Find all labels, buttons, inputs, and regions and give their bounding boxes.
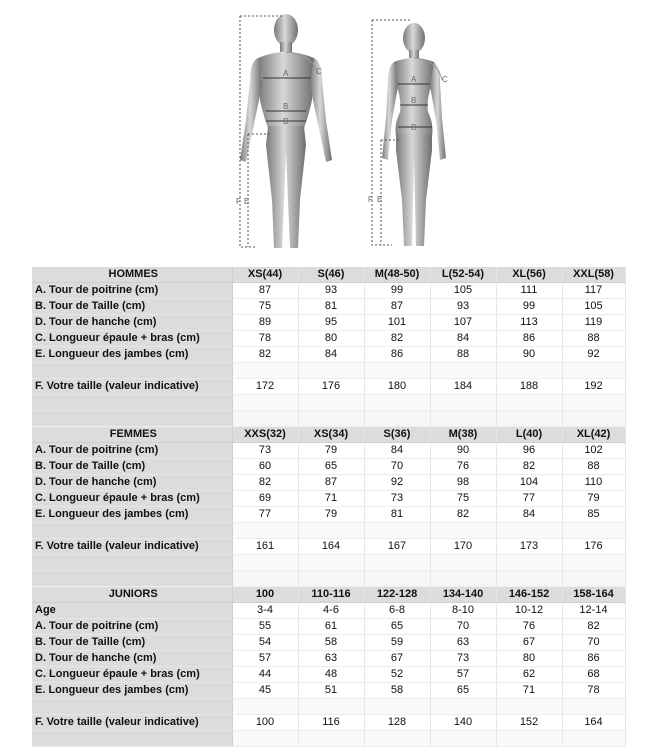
size-header: 146-152: [496, 587, 562, 603]
measure-value: 82: [496, 459, 562, 475]
height-value: 161: [232, 539, 298, 555]
measure-row-e-longueur-des-jambes-cm: [32, 347, 625, 363]
size-chart-table: [32, 267, 626, 747]
measure-value: 79: [298, 443, 364, 459]
size-header: M(38): [430, 427, 496, 443]
empty-label-cell: [32, 555, 232, 571]
measure-value: 6-8: [364, 603, 430, 619]
height-value: 152: [496, 715, 562, 731]
male-marker-b: B: [283, 102, 289, 111]
height-label: F. Votre taille (valeur indicative): [32, 539, 232, 555]
empty-value-cell: [298, 363, 364, 379]
size-header: XS(34): [298, 427, 364, 443]
measure-value: 60: [232, 459, 298, 475]
measure-row-e-longueur-des-jambes-cm: [32, 507, 625, 523]
measure-value: 113: [496, 315, 562, 331]
empty-value-cell: [430, 363, 496, 379]
measure-value: 82: [232, 347, 298, 363]
measure-value: 90: [430, 443, 496, 459]
height-value: 140: [430, 715, 496, 731]
empty-value-cell: [496, 395, 562, 411]
measure-value: 75: [232, 299, 298, 315]
measure-value: 86: [496, 331, 562, 347]
empty-value-cell: [496, 523, 562, 539]
measure-value: 67: [364, 651, 430, 667]
measure-value: 96: [496, 443, 562, 459]
measure-value: 81: [364, 507, 430, 523]
empty-label-cell: [32, 523, 232, 539]
empty-value-cell: [562, 395, 625, 411]
measure-row-d-tour-de-hanche-cm: [32, 651, 625, 667]
measure-row-c-longueur-epaule-bras-cm: [32, 667, 625, 683]
measure-value: 102: [562, 443, 625, 459]
measure-label: A. Tour de poitrine (cm): [32, 283, 232, 299]
male-marker-d: D: [283, 117, 289, 126]
section-gap-row: [32, 571, 625, 587]
size-header: 110-116: [298, 587, 364, 603]
empty-value-cell: [562, 523, 625, 539]
size-header: XL(42): [562, 427, 625, 443]
measure-value: 85: [562, 507, 625, 523]
spacer-row: [32, 731, 625, 747]
measure-label: Age: [32, 603, 232, 619]
measure-row-a-tour-de-poitrine-cm: [32, 619, 625, 635]
empty-value-cell: [562, 571, 625, 587]
size-header: 134-140: [430, 587, 496, 603]
size-header: L(52-54): [430, 267, 496, 283]
measure-value: 58: [298, 635, 364, 651]
measure-value: 4-6: [298, 603, 364, 619]
empty-value-cell: [496, 363, 562, 379]
measure-value: 48: [298, 667, 364, 683]
male-marker-e: E: [244, 197, 250, 206]
empty-label-cell: [32, 571, 232, 587]
height-value: 176: [562, 539, 625, 555]
height-value: 128: [364, 715, 430, 731]
measure-value: 3-4: [232, 603, 298, 619]
empty-value-cell: [364, 571, 430, 587]
height-value: 116: [298, 715, 364, 731]
empty-value-cell: [232, 571, 298, 587]
empty-value-cell: [496, 411, 562, 427]
size-header: XXL(58): [562, 267, 625, 283]
measure-value: 88: [562, 459, 625, 475]
empty-value-cell: [298, 571, 364, 587]
measure-value: 84: [430, 331, 496, 347]
measure-value: 79: [298, 507, 364, 523]
measure-value: 78: [232, 331, 298, 347]
section-title-juniors: JUNIORS: [32, 587, 232, 603]
measure-row-d-tour-de-hanche-cm: [32, 475, 625, 491]
empty-value-cell: [562, 411, 625, 427]
height-value: 180: [364, 379, 430, 395]
measure-value: 77: [496, 491, 562, 507]
measure-row-a-tour-de-poitrine-cm: [32, 443, 625, 459]
empty-value-cell: [562, 555, 625, 571]
measure-value: 78: [562, 683, 625, 699]
measure-value: 61: [298, 619, 364, 635]
measure-value: 55: [232, 619, 298, 635]
spacer-row: [32, 555, 625, 571]
measure-row-c-longueur-epaule-bras-cm: [32, 331, 625, 347]
empty-value-cell: [298, 523, 364, 539]
measure-value: 105: [562, 299, 625, 315]
measure-label: A. Tour de poitrine (cm): [32, 619, 232, 635]
measure-value: 84: [364, 443, 430, 459]
measure-value: 86: [562, 651, 625, 667]
male-figure: [236, 14, 332, 248]
measure-value: 76: [496, 619, 562, 635]
section-header-juniors: [32, 587, 625, 603]
measure-label: C. Longueur épaule + bras (cm): [32, 667, 232, 683]
measure-value: 87: [298, 475, 364, 491]
empty-value-cell: [430, 571, 496, 587]
size-header: XS(44): [232, 267, 298, 283]
measure-value: 58: [364, 683, 430, 699]
empty-value-cell: [430, 699, 496, 715]
female-marker-e: E: [377, 195, 383, 204]
section-title-femmes: FEMMES: [32, 427, 232, 443]
measure-value: 8-10: [430, 603, 496, 619]
measure-label: B. Tour de Taille (cm): [32, 299, 232, 315]
empty-value-cell: [232, 411, 298, 427]
measure-value: 82: [430, 507, 496, 523]
measure-value: 90: [496, 347, 562, 363]
measure-label: E. Longueur des jambes (cm): [32, 347, 232, 363]
measure-value: 99: [364, 283, 430, 299]
measure-label: A. Tour de poitrine (cm): [32, 443, 232, 459]
measure-value: 73: [232, 443, 298, 459]
male-marker-c: C: [316, 67, 322, 76]
measure-value: 101: [364, 315, 430, 331]
empty-value-cell: [562, 363, 625, 379]
measure-value: 12-14: [562, 603, 625, 619]
measure-value: 111: [496, 283, 562, 299]
measure-value: 57: [232, 651, 298, 667]
height-row-femmes: [32, 539, 625, 555]
size-header: M(48-50): [364, 267, 430, 283]
size-header: L(40): [496, 427, 562, 443]
empty-value-cell: [496, 699, 562, 715]
measure-label: E. Longueur des jambes (cm): [32, 683, 232, 699]
empty-label-cell: [32, 363, 232, 379]
empty-value-cell: [232, 555, 298, 571]
size-header: XL(56): [496, 267, 562, 283]
measure-value: 70: [562, 635, 625, 651]
female-figure: [368, 20, 448, 246]
height-value: 184: [430, 379, 496, 395]
empty-label-cell: [32, 411, 232, 427]
measure-label: B. Tour de Taille (cm): [32, 635, 232, 651]
empty-value-cell: [232, 523, 298, 539]
measure-value: 104: [496, 475, 562, 491]
section-title-hommes: HOMMES: [32, 267, 232, 283]
measure-value: 80: [496, 651, 562, 667]
male-marker-a: A: [283, 69, 289, 78]
size-header: 158-164: [562, 587, 625, 603]
height-value: 176: [298, 379, 364, 395]
height-row-juniors: [32, 715, 625, 731]
measure-value: 73: [430, 651, 496, 667]
measure-label: D. Tour de hanche (cm): [32, 315, 232, 331]
empty-value-cell: [364, 363, 430, 379]
spacer-row: [32, 395, 625, 411]
measure-value: 117: [562, 283, 625, 299]
measure-value: 68: [562, 667, 625, 683]
measure-value: 82: [232, 475, 298, 491]
measure-value: 89: [232, 315, 298, 331]
measure-label: C. Longueur épaule + bras (cm): [32, 491, 232, 507]
height-value: 164: [298, 539, 364, 555]
height-value: 170: [430, 539, 496, 555]
measure-row-e-longueur-des-jambes-cm: [32, 683, 625, 699]
section-header-femmes: [32, 427, 625, 443]
measure-value: 10-12: [496, 603, 562, 619]
height-label: F. Votre taille (valeur indicative): [32, 715, 232, 731]
measure-value: 75: [430, 491, 496, 507]
measure-row-c-longueur-epaule-bras-cm: [32, 491, 625, 507]
measure-value: 44: [232, 667, 298, 683]
male-marker-f: F: [236, 197, 241, 206]
empty-value-cell: [298, 731, 364, 747]
measure-value: 81: [298, 299, 364, 315]
empty-value-cell: [298, 699, 364, 715]
empty-value-cell: [298, 555, 364, 571]
height-value: 100: [232, 715, 298, 731]
height-value: 192: [562, 379, 625, 395]
height-value: 173: [496, 539, 562, 555]
measure-value: 93: [298, 283, 364, 299]
measure-label: C. Longueur épaule + bras (cm): [32, 331, 232, 347]
measure-value: 119: [562, 315, 625, 331]
measure-value: 93: [430, 299, 496, 315]
measure-value: 65: [364, 619, 430, 635]
measure-row-b-tour-de-taille-cm: [32, 459, 625, 475]
height-value: 164: [562, 715, 625, 731]
measure-value: 77: [232, 507, 298, 523]
empty-value-cell: [232, 395, 298, 411]
empty-label-cell: [32, 395, 232, 411]
female-marker-d: D: [411, 123, 417, 132]
measure-row-b-tour-de-taille-cm: [32, 299, 625, 315]
measure-value: 86: [364, 347, 430, 363]
measure-value: 69: [232, 491, 298, 507]
female-marker-f: F: [368, 195, 373, 204]
measure-value: 88: [562, 331, 625, 347]
size-header: S(46): [298, 267, 364, 283]
measure-value: 82: [562, 619, 625, 635]
measure-value: 71: [496, 683, 562, 699]
section-gap-row: [32, 411, 625, 427]
measure-value: 99: [496, 299, 562, 315]
measure-value: 95: [298, 315, 364, 331]
spacer-row: [32, 363, 625, 379]
measure-value: 70: [364, 459, 430, 475]
height-label: F. Votre taille (valeur indicative): [32, 379, 232, 395]
measure-value: 63: [298, 651, 364, 667]
measure-value: 92: [364, 475, 430, 491]
measure-value: 84: [496, 507, 562, 523]
measure-row-age: [32, 603, 625, 619]
empty-value-cell: [364, 411, 430, 427]
measure-value: 98: [430, 475, 496, 491]
measure-row-b-tour-de-taille-cm: [32, 635, 625, 651]
measure-label: E. Longueur des jambes (cm): [32, 507, 232, 523]
empty-value-cell: [562, 731, 625, 747]
size-header: XXS(32): [232, 427, 298, 443]
measure-label: D. Tour de hanche (cm): [32, 475, 232, 491]
measure-value: 65: [430, 683, 496, 699]
empty-value-cell: [496, 731, 562, 747]
empty-label-cell: [32, 731, 232, 747]
measure-value: 59: [364, 635, 430, 651]
measure-value: 82: [364, 331, 430, 347]
empty-value-cell: [364, 731, 430, 747]
measure-value: 45: [232, 683, 298, 699]
empty-value-cell: [430, 523, 496, 539]
height-value: 167: [364, 539, 430, 555]
measure-value: 84: [298, 347, 364, 363]
height-value: 172: [232, 379, 298, 395]
measure-value: 87: [232, 283, 298, 299]
empty-value-cell: [232, 731, 298, 747]
measure-row-d-tour-de-hanche-cm: [32, 315, 625, 331]
measure-value: 92: [562, 347, 625, 363]
measure-value: 57: [430, 667, 496, 683]
measure-label: B. Tour de Taille (cm): [32, 459, 232, 475]
measure-value: 110: [562, 475, 625, 491]
empty-value-cell: [364, 395, 430, 411]
measure-value: 107: [430, 315, 496, 331]
measure-value: 105: [430, 283, 496, 299]
size-header: S(36): [364, 427, 430, 443]
body-measurement-figures: [0, 0, 661, 262]
spacer-row: [32, 523, 625, 539]
measure-value: 79: [562, 491, 625, 507]
empty-value-cell: [496, 571, 562, 587]
measure-value: 51: [298, 683, 364, 699]
female-marker-b: B: [411, 96, 417, 105]
measure-label: D. Tour de hanche (cm): [32, 651, 232, 667]
empty-value-cell: [496, 555, 562, 571]
empty-value-cell: [430, 555, 496, 571]
measure-value: 87: [364, 299, 430, 315]
measure-value: 67: [496, 635, 562, 651]
empty-value-cell: [232, 363, 298, 379]
empty-value-cell: [364, 699, 430, 715]
measure-value: 73: [364, 491, 430, 507]
empty-value-cell: [430, 395, 496, 411]
empty-value-cell: [364, 555, 430, 571]
measure-value: 88: [430, 347, 496, 363]
measure-row-a-tour-de-poitrine-cm: [32, 283, 625, 299]
empty-value-cell: [298, 411, 364, 427]
empty-label-cell: [32, 699, 232, 715]
empty-value-cell: [562, 699, 625, 715]
empty-value-cell: [430, 411, 496, 427]
female-marker-a: A: [411, 75, 417, 84]
section-header-hommes: [32, 267, 625, 283]
measure-value: 80: [298, 331, 364, 347]
measure-value: 70: [430, 619, 496, 635]
empty-value-cell: [364, 523, 430, 539]
height-value: 188: [496, 379, 562, 395]
measure-value: 62: [496, 667, 562, 683]
measure-value: 54: [232, 635, 298, 651]
empty-value-cell: [232, 699, 298, 715]
empty-value-cell: [430, 731, 496, 747]
empty-value-cell: [298, 395, 364, 411]
height-row-hommes: [32, 379, 625, 395]
female-marker-c: C: [442, 75, 448, 84]
measure-value: 71: [298, 491, 364, 507]
measure-value: 63: [430, 635, 496, 651]
size-header: 122-128: [364, 587, 430, 603]
measure-value: 65: [298, 459, 364, 475]
size-header: 100: [232, 587, 298, 603]
spacer-row: [32, 699, 625, 715]
measure-value: 76: [430, 459, 496, 475]
measure-value: 52: [364, 667, 430, 683]
